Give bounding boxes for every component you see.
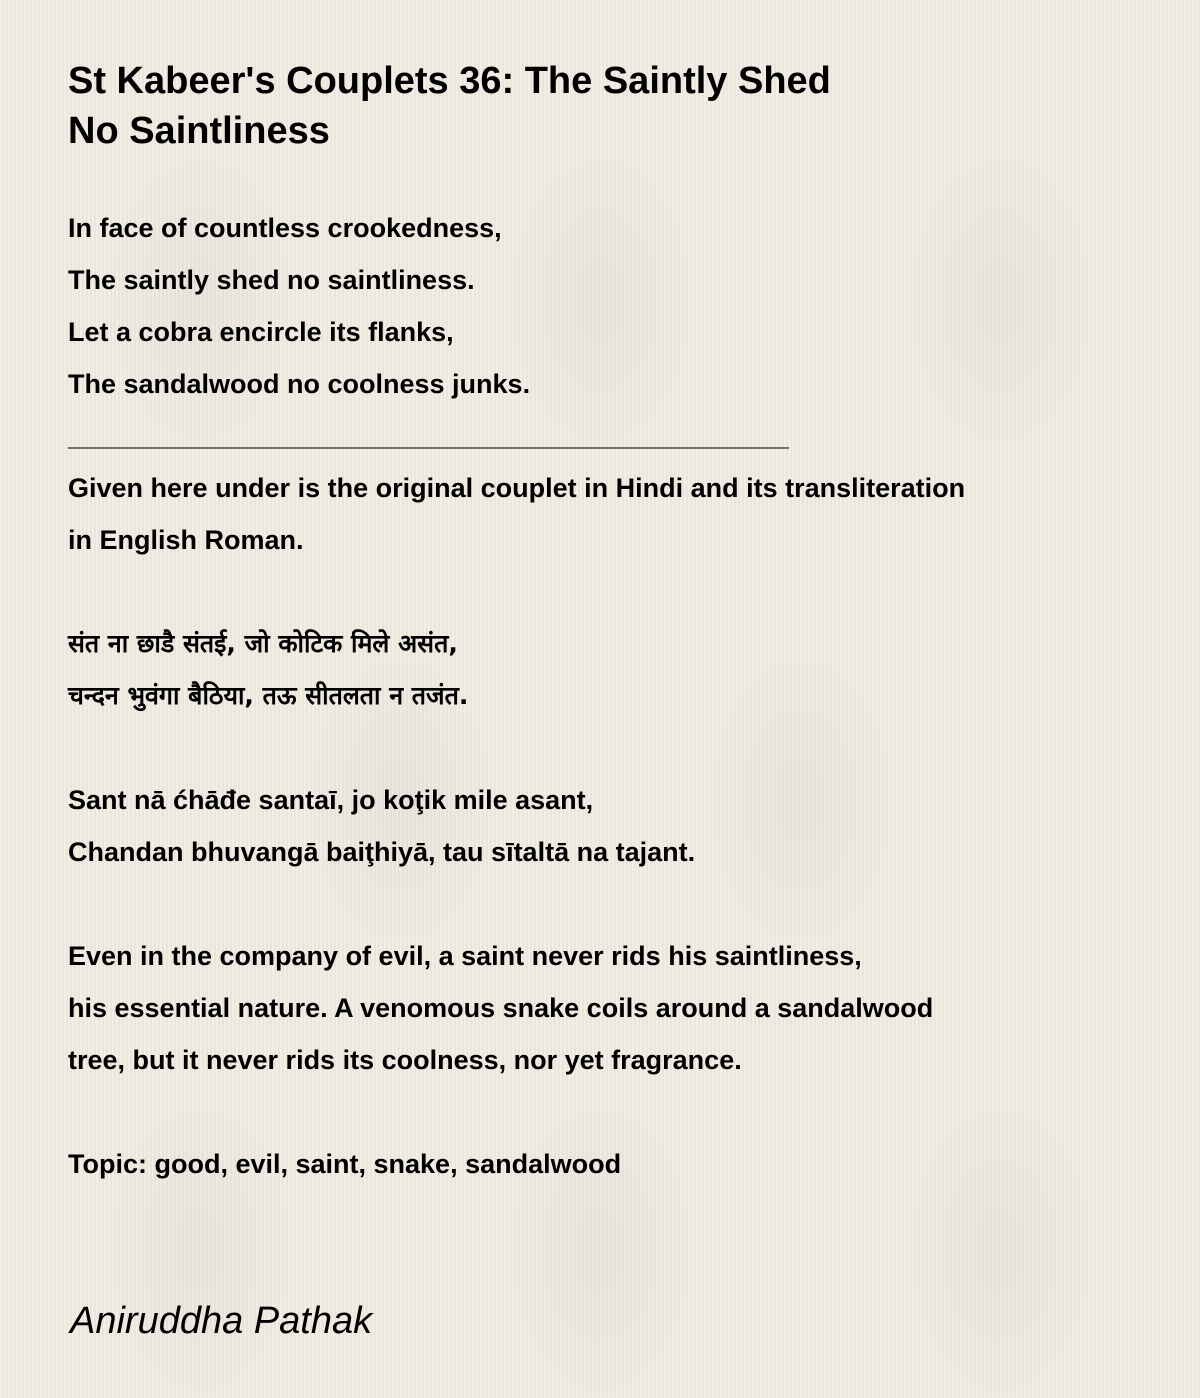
title-line-2: No Saintliness — [68, 110, 330, 152]
poem-meaning — [68, 930, 1168, 1086]
hindi-line: चन्दन भुवंगा बैठिया, तऊ सीतलता न तजंत. — [68, 681, 469, 710]
poem-topic: Topic: good, evil, saint, snake, sandalwood — [68, 1149, 622, 1179]
stanza-line: The sandalwood no coolness junks. — [68, 369, 531, 399]
hindi-line: संत ना छाडै संतई, जो कोटिक मिले असंत, — [68, 629, 458, 658]
poem-body — [68, 202, 1168, 1190]
separator-line: ________________________________________________ — [68, 421, 789, 451]
meaning-line: Even in the company of evil, a saint never rids his saintliness, — [68, 941, 862, 971]
roman-line: Sant nā ćhāđe santaī, jo koţik mile asant, — [68, 785, 594, 815]
spacer — [68, 1086, 1168, 1138]
meaning-line: tree, but it never rids its coolness, nor yet fragrance. — [68, 1045, 742, 1075]
roman-line: Chandan bhuvangā baiţhiyā, tau sītaltā na tajant. — [68, 837, 696, 867]
spacer — [68, 722, 1168, 774]
poem-note — [68, 462, 1168, 566]
stanza-line: Let a cobra encircle its flanks, — [68, 317, 454, 347]
title-line-1: St Kabeer's Couplets 36: The Saintly Shed — [68, 60, 831, 102]
note-line: in English Roman. — [68, 525, 304, 555]
spacer — [68, 878, 1168, 930]
stanza-line: In face of countless crookedness, — [68, 213, 502, 243]
hindi-couplet — [68, 618, 1168, 722]
spacer — [68, 566, 1168, 618]
poem-stanza — [68, 202, 1168, 410]
note-line: Given here under is the original couplet in Hindi and its transliteration — [68, 473, 966, 503]
poem-author: Aniruddha Pathak — [70, 1300, 373, 1342]
roman-couplet — [68, 774, 1168, 878]
poem-title — [68, 56, 968, 156]
stanza-line: The saintly shed no saintliness. — [68, 265, 475, 295]
meaning-line: his essential nature. A venomous snake coils around a sandalwood — [68, 993, 934, 1023]
